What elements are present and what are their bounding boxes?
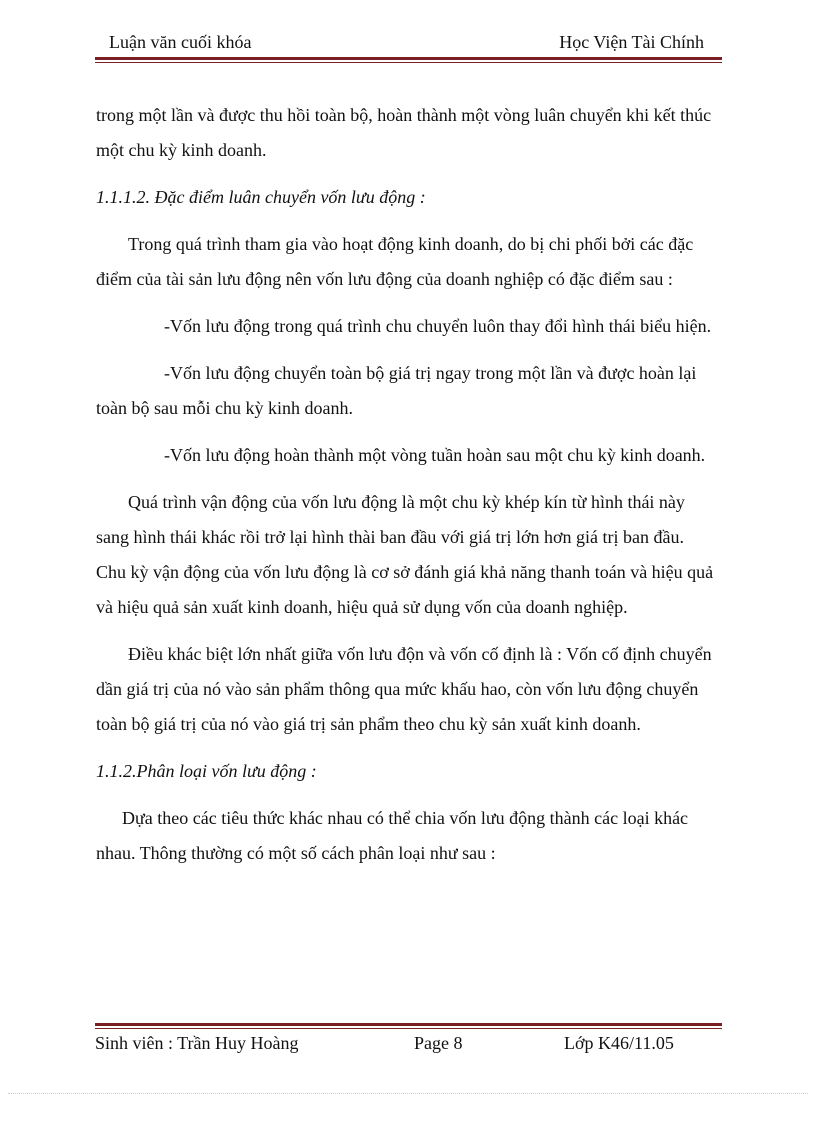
paragraph-difference: Điều khác biệt lớn nhất giữa vốn lưu độn và vốn cố định là : Vốn cố định chuyển dần giá trị của nó vào sản phẩm thông qua mức khấu hao, còn vốn lưu động chuyển toàn bộ giá trị của nó vào giá trị sản phẩm theo chu kỳ sản xuất kinh doanh.: [96, 644, 712, 734]
footer-student-name: Sinh viên : Trần Huy Hoàng: [95, 1033, 299, 1053]
page-footer: [95, 1033, 722, 1059]
header-divider: [95, 57, 722, 63]
list-item-characteristic-3: -Vốn lưu động hoàn thành một vòng tuần hoàn sau một chu kỳ kinh doanh.: [164, 445, 706, 465]
footer-divider: [95, 1023, 722, 1029]
section-heading-1-1-1-2: 1.1.1.2. Đặc điểm luân chuyển vốn lưu động :: [96, 187, 426, 207]
paragraph-movement-cycle: Quá trình vận động của vốn lưu động là một chu kỳ khép kín từ hình thái này sang hình thái khác rồi trở lại hình thài ban đầu với giá trị lớn hơn giá trị ban đầu. Chu kỳ vận động của vốn lưu động là cơ sở đánh giá khả năng thanh toán và hiệu quả và hiệu quả sản xuất kinh doanh, hiệu quả sử dụng vốn của doanh nghiệp.: [96, 492, 714, 617]
header-thesis-title: Luận văn cuối khóa: [109, 32, 252, 52]
footer-class-code: Lớp K46/11.05: [564, 1033, 674, 1053]
footer-page-number: Page 8: [414, 1033, 463, 1053]
paragraph-classification: Dựa theo các tiêu thức khác nhau có thể chia vốn lưu động thành các loại khác nhau. Thông thường có một số cách phân loại như sau :: [96, 808, 689, 863]
header-institution: Học Viện Tài Chính: [559, 32, 704, 52]
list-item-characteristic-2: -Vốn lưu động chuyển toàn bộ giá trị ngay trong một lần và được hoàn lại toàn bộ sau mỗi chu kỳ kinh doanh.: [96, 363, 697, 418]
page-edge-marker: [8, 1093, 808, 1094]
paragraph-intro-characteristics: Trong quá trình tham gia vào hoạt động kinh doanh, do bị chi phối bởi các đặc điểm của tài sản lưu động nên vốn lưu động của doanh nghiệp có đặc điểm sau :: [96, 234, 694, 289]
document-body: [96, 98, 718, 871]
page-header: [95, 30, 722, 56]
section-heading-1-1-2: 1.1.2.Phân loại vốn lưu động :: [96, 761, 317, 781]
list-item-characteristic-1: -Vốn lưu động trong quá trình chu chuyển luôn thay đổi hình thái biểu hiện.: [164, 316, 712, 336]
paragraph-continuation: trong một lần và được thu hồi toàn bộ, hoàn thành một vòng luân chuyển khi kết thúc một chu kỳ kinh doanh.: [96, 105, 712, 160]
